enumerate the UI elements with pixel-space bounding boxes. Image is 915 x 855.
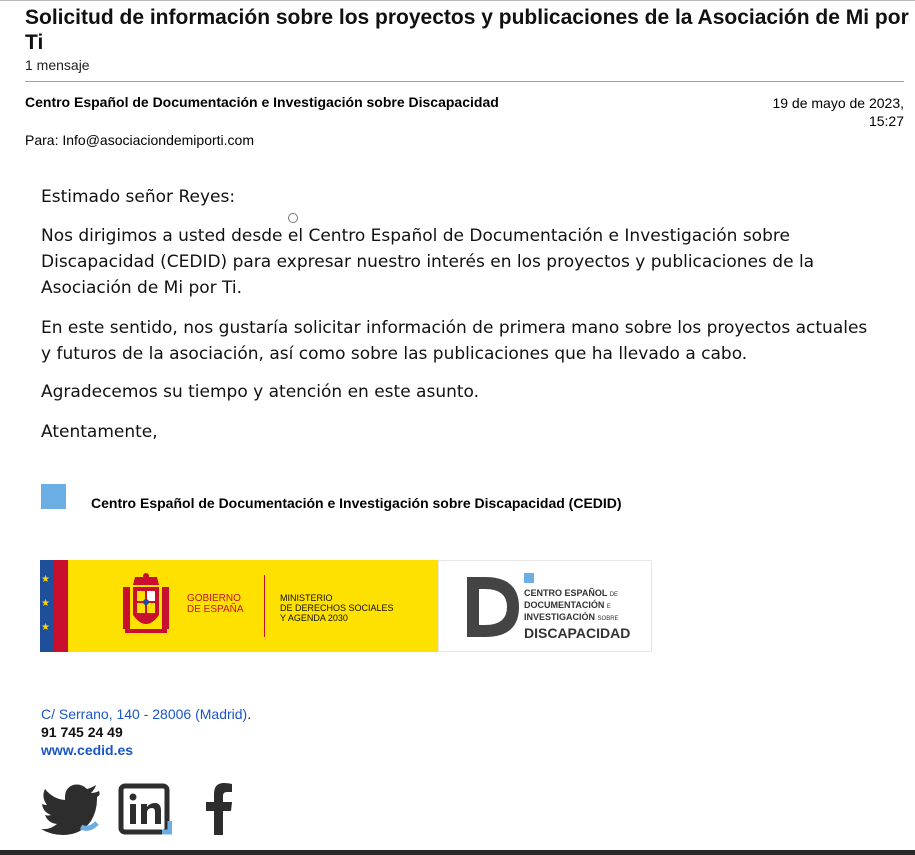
greeting: Estimado señor Reyes:: [41, 187, 236, 207]
date-line: 19 de mayo de 2023,: [772, 95, 904, 111]
ministerio-label: [280, 593, 394, 623]
institutional-banner: [40, 560, 652, 652]
paragraph-3: Agradecemos su tiempo y atención en este asunto.: [41, 382, 480, 402]
gobierno-line-1: GOBIERNO: [187, 593, 241, 604]
twitter-icon[interactable]: [41, 783, 103, 835]
star-icon: ★: [41, 574, 50, 585]
cedid-d-logo-icon: [463, 573, 523, 641]
cedid-logo: [438, 560, 652, 652]
cursor-indicator: [288, 213, 298, 223]
gobierno-line-2: DE ESPAÑA: [187, 604, 244, 615]
time-line: 15:27: [868, 113, 904, 129]
email-subject: Solicitud de información sobre los proyectos y publicaciones de la Asociación de Mi por Ti: [25, 6, 909, 54]
ministerio-line-1: MINISTERIO: [280, 593, 333, 603]
header-divider: [25, 81, 904, 82]
cedid-accent-square: [524, 573, 534, 583]
cedid-line-1-small: DE: [609, 592, 619, 598]
website-link[interactable]: www.cedid.es: [41, 742, 134, 758]
top-divider: [0, 0, 915, 1]
cedid-line-3-small: SOBRE: [597, 616, 619, 622]
cedid-line-3: INVESTIGACIÓN: [524, 612, 596, 622]
cedid-line-2: DOCUMENTACIÓN: [524, 600, 605, 610]
recipient-line: Para: Info@asociaciondemiporti.com: [25, 132, 254, 148]
message-count: 1 mensaje: [25, 57, 90, 73]
cedid-wordmark: [524, 588, 630, 641]
spain-flag-stripe: [54, 560, 68, 652]
closing: Atentamente,: [41, 422, 158, 442]
star-icon: ★: [41, 598, 50, 609]
gobierno-label: [187, 593, 244, 615]
facebook-icon[interactable]: [199, 783, 237, 835]
bottom-bar: [0, 850, 915, 855]
paragraph-2: En este sentido, nos gustaría solicitar información de primera mano sobre los proyectos actuales y futuros de la asociación, así como sobre las publicaciones que ha llevado a cabo.: [41, 318, 868, 364]
cedid-line-4: DISCAPACIDAD: [524, 625, 631, 641]
address-period: .: [247, 706, 252, 722]
sender-name: Centro Español de Documentación e Investigación sobre Discapacidad: [25, 94, 499, 110]
address-link[interactable]: C/ Serrano, 140 - 28006 (Madrid): [41, 706, 248, 722]
ministerio-line-2: DE DERECHOS SOCIALES: [280, 603, 394, 613]
cedid-line-2-small: E: [606, 604, 611, 610]
paragraph-1: Nos dirigimos a usted desde el Centro Español de Documentación e Investigación sobre Discapacidad (CEDID) para expresar nuestro interés en los proyectos y publicaciones de la Asociación de Mi por Ti.: [41, 226, 815, 298]
phone-number: 91 745 24 49: [41, 724, 123, 740]
linkedin-icon[interactable]: [118, 783, 172, 835]
ministerio-line-3: Y AGENDA 2030: [280, 613, 348, 623]
signature-name: Centro Español de Documentación e Investigación sobre Discapacidad (CEDID): [91, 495, 622, 511]
coat-of-arms-icon: [123, 573, 169, 639]
banner-divider: [264, 575, 265, 637]
address-line: [41, 706, 251, 722]
message-date: [724, 94, 904, 130]
signature-logo-square: [41, 484, 66, 509]
gobierno-panel: [68, 560, 438, 652]
cedid-line-1: CENTRO ESPAÑOL: [524, 588, 608, 598]
star-icon: ★: [41, 622, 50, 633]
